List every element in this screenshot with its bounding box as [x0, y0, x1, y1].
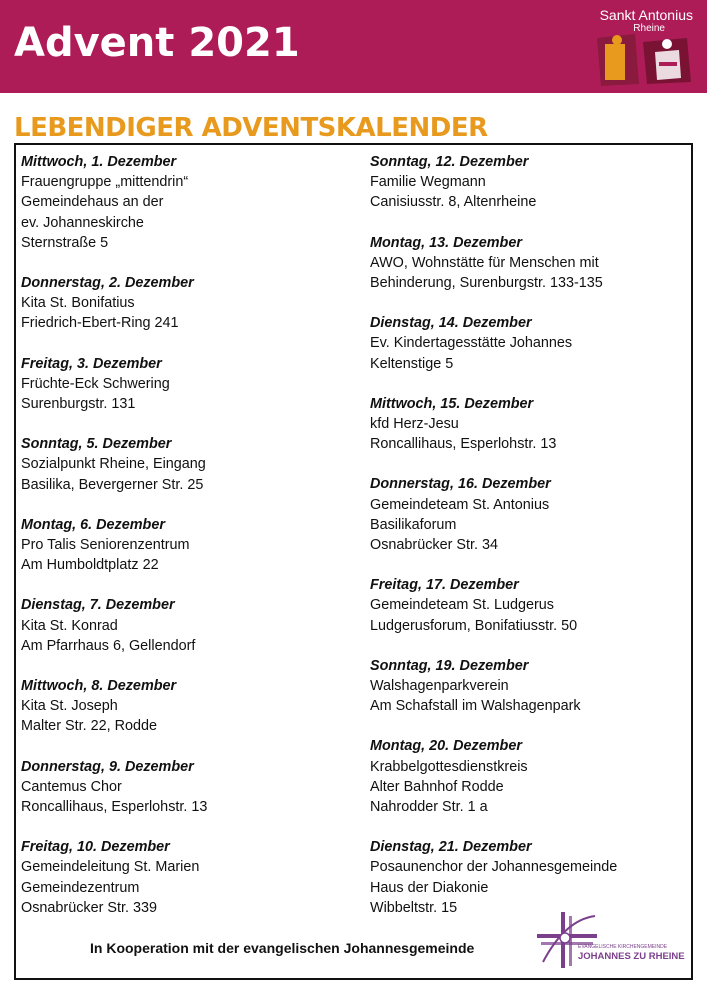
section-title: LEBENDIGER ADVENTSKALENDER — [14, 113, 488, 143]
entry-detail: Gemeindehaus an der — [21, 194, 164, 211]
entry-detail: Gemeindeteam St. Antonius — [370, 496, 550, 513]
entry-date: Mittwoch, 8. Dezember — [21, 678, 177, 695]
entry-detail: Kita St. Bonifatius — [21, 295, 135, 312]
entry-detail: Walshagenparkverein — [370, 678, 509, 695]
calendar-entry — [21, 273, 361, 334]
entry-detail: Gemeindezentrum — [21, 879, 140, 896]
entry-detail: Am Pfarrhaus 6, Gellendorf — [21, 637, 196, 654]
entry-date: Dienstag, 21. Dezember — [370, 839, 532, 856]
church-logo-name: JOHANNES ZU RHEINE — [578, 951, 685, 962]
entry-date: Montag, 6. Dezember — [21, 516, 165, 533]
entry-detail: ev. Johanneskirche — [21, 214, 144, 231]
entry-date: Mittwoch, 15. Dezember — [370, 395, 534, 412]
entry-detail: Surenburgstr. 131 — [21, 396, 136, 413]
entry-detail: Sternstraße 5 — [21, 234, 109, 251]
calendar-entry — [370, 152, 707, 213]
calendar-entry — [370, 837, 707, 918]
entry-detail: Osnabrücker Str. 339 — [21, 899, 157, 916]
entry-detail: Am Schafstall im Walshagenpark — [370, 698, 581, 715]
entry-date: Donnerstag, 16. Dezember — [370, 476, 551, 493]
entry-detail: Malter Str. 22, Rodde — [21, 718, 157, 735]
calendar-entry — [370, 313, 707, 374]
entry-detail: Nahrodder Str. 1 a — [370, 799, 488, 816]
calendar-entry — [21, 595, 361, 656]
brand-name: Sankt Antonius — [599, 7, 693, 23]
entry-detail: Osnabrücker Str. 34 — [370, 537, 498, 554]
entry-date: Donnerstag, 2. Dezember — [21, 275, 194, 292]
entry-detail: Canisiusstr. 8, Altenrheine — [370, 194, 537, 211]
calendar-entry — [370, 474, 707, 555]
entry-detail: Frauengruppe „mittendrin“ — [21, 174, 189, 191]
entry-detail: Cantemus Chor — [21, 778, 122, 795]
brand-subtitle: Rheine — [633, 23, 665, 34]
entry-detail: Sozialpunkt Rheine, Eingang — [21, 456, 206, 473]
entry-date: Freitag, 17. Dezember — [370, 577, 519, 594]
calendar-entry — [370, 233, 707, 294]
entry-detail: Roncallihaus, Esperlohstr. 13 — [370, 436, 557, 453]
church-logo-small-text: EVANGELISCHE KIRCHENGEMEINDE — [578, 944, 668, 950]
entry-detail: Alter Bahnhof Rodde — [370, 778, 504, 795]
calendar-entry — [370, 394, 707, 455]
entry-date: Dienstag, 7. Dezember — [21, 597, 175, 614]
cooperation-note: In Kooperation mit der evangelischen Johannesgemeinde — [90, 940, 475, 956]
entry-detail: Pro Talis Seniorenzentrum — [21, 537, 190, 554]
entry-date: Sonntag, 5. Dezember — [21, 436, 172, 453]
calendar-entry — [370, 575, 707, 636]
entry-detail: Roncallihaus, Esperlohstr. 13 — [21, 799, 208, 816]
entry-date: Freitag, 3. Dezember — [21, 355, 162, 372]
entry-detail: kfd Herz-Jesu — [370, 416, 459, 433]
entry-date: Sonntag, 19. Dezember — [370, 657, 529, 674]
calendar-entry — [21, 757, 361, 818]
entry-detail: Basilika, Bevergerner Str. 25 — [21, 476, 204, 493]
entry-date: Montag, 13. Dezember — [370, 234, 522, 251]
entry-date: Freitag, 10. Dezember — [21, 839, 170, 856]
calendar-entry — [370, 736, 707, 817]
entry-date: Mittwoch, 1. Dezember — [21, 154, 177, 170]
entry-date: Montag, 20. Dezember — [370, 738, 522, 755]
entry-detail: Ev. Kindertagesstätte Johannes — [370, 335, 573, 352]
entry-detail: Kita St. Joseph — [21, 698, 118, 715]
calendar-entry — [21, 434, 361, 495]
entry-detail: Behinderung, Surenburgstr. 133-135 — [370, 275, 603, 292]
header-banner — [0, 0, 707, 93]
entry-date: Dienstag, 14. Dezember — [370, 315, 532, 332]
entry-detail: Wibbeltstr. 15 — [370, 899, 458, 916]
entry-detail: Posaunenchor der Johannesgemeinde — [370, 859, 618, 876]
entry-date: Donnerstag, 9. Dezember — [21, 758, 194, 775]
entry-date: Sonntag, 12. Dezember — [370, 154, 529, 170]
entry-detail: Gemeindeleitung St. Marien — [21, 859, 200, 876]
entry-detail: Friedrich-Ebert-Ring 241 — [21, 315, 179, 332]
calendar-entry — [370, 656, 707, 717]
left-column — [21, 152, 361, 938]
calendar-entry — [21, 354, 361, 415]
calendar-entry — [21, 837, 361, 918]
calendar-entry — [21, 152, 361, 253]
entry-detail: Ludgerusforum, Bonifatiusstr. 50 — [370, 617, 578, 634]
entry-detail: Haus der Diakonie — [370, 879, 489, 896]
entry-detail: Familie Wegmann — [370, 174, 486, 191]
entry-detail: Früchte-Eck Schwering — [21, 375, 170, 392]
calendar-entry — [21, 515, 361, 576]
entry-detail: Basilikaforum — [370, 516, 457, 533]
entry-detail: Keltenstige 5 — [370, 355, 454, 372]
sankt-antonius-logo-icon — [595, 32, 695, 86]
entry-detail: AWO, Wohnstätte für Menschen mit — [370, 254, 599, 271]
page-title: Advent 2021 — [14, 20, 300, 66]
entry-detail: Am Humboldtplatz 22 — [21, 557, 159, 574]
entry-detail: Kita St. Konrad — [21, 617, 118, 634]
calendar-entry — [21, 676, 361, 737]
right-column — [370, 152, 707, 938]
entry-detail: Krabbelgottesdienstkreis — [370, 758, 528, 775]
entry-detail: Gemeindeteam St. Ludgerus — [370, 597, 554, 614]
